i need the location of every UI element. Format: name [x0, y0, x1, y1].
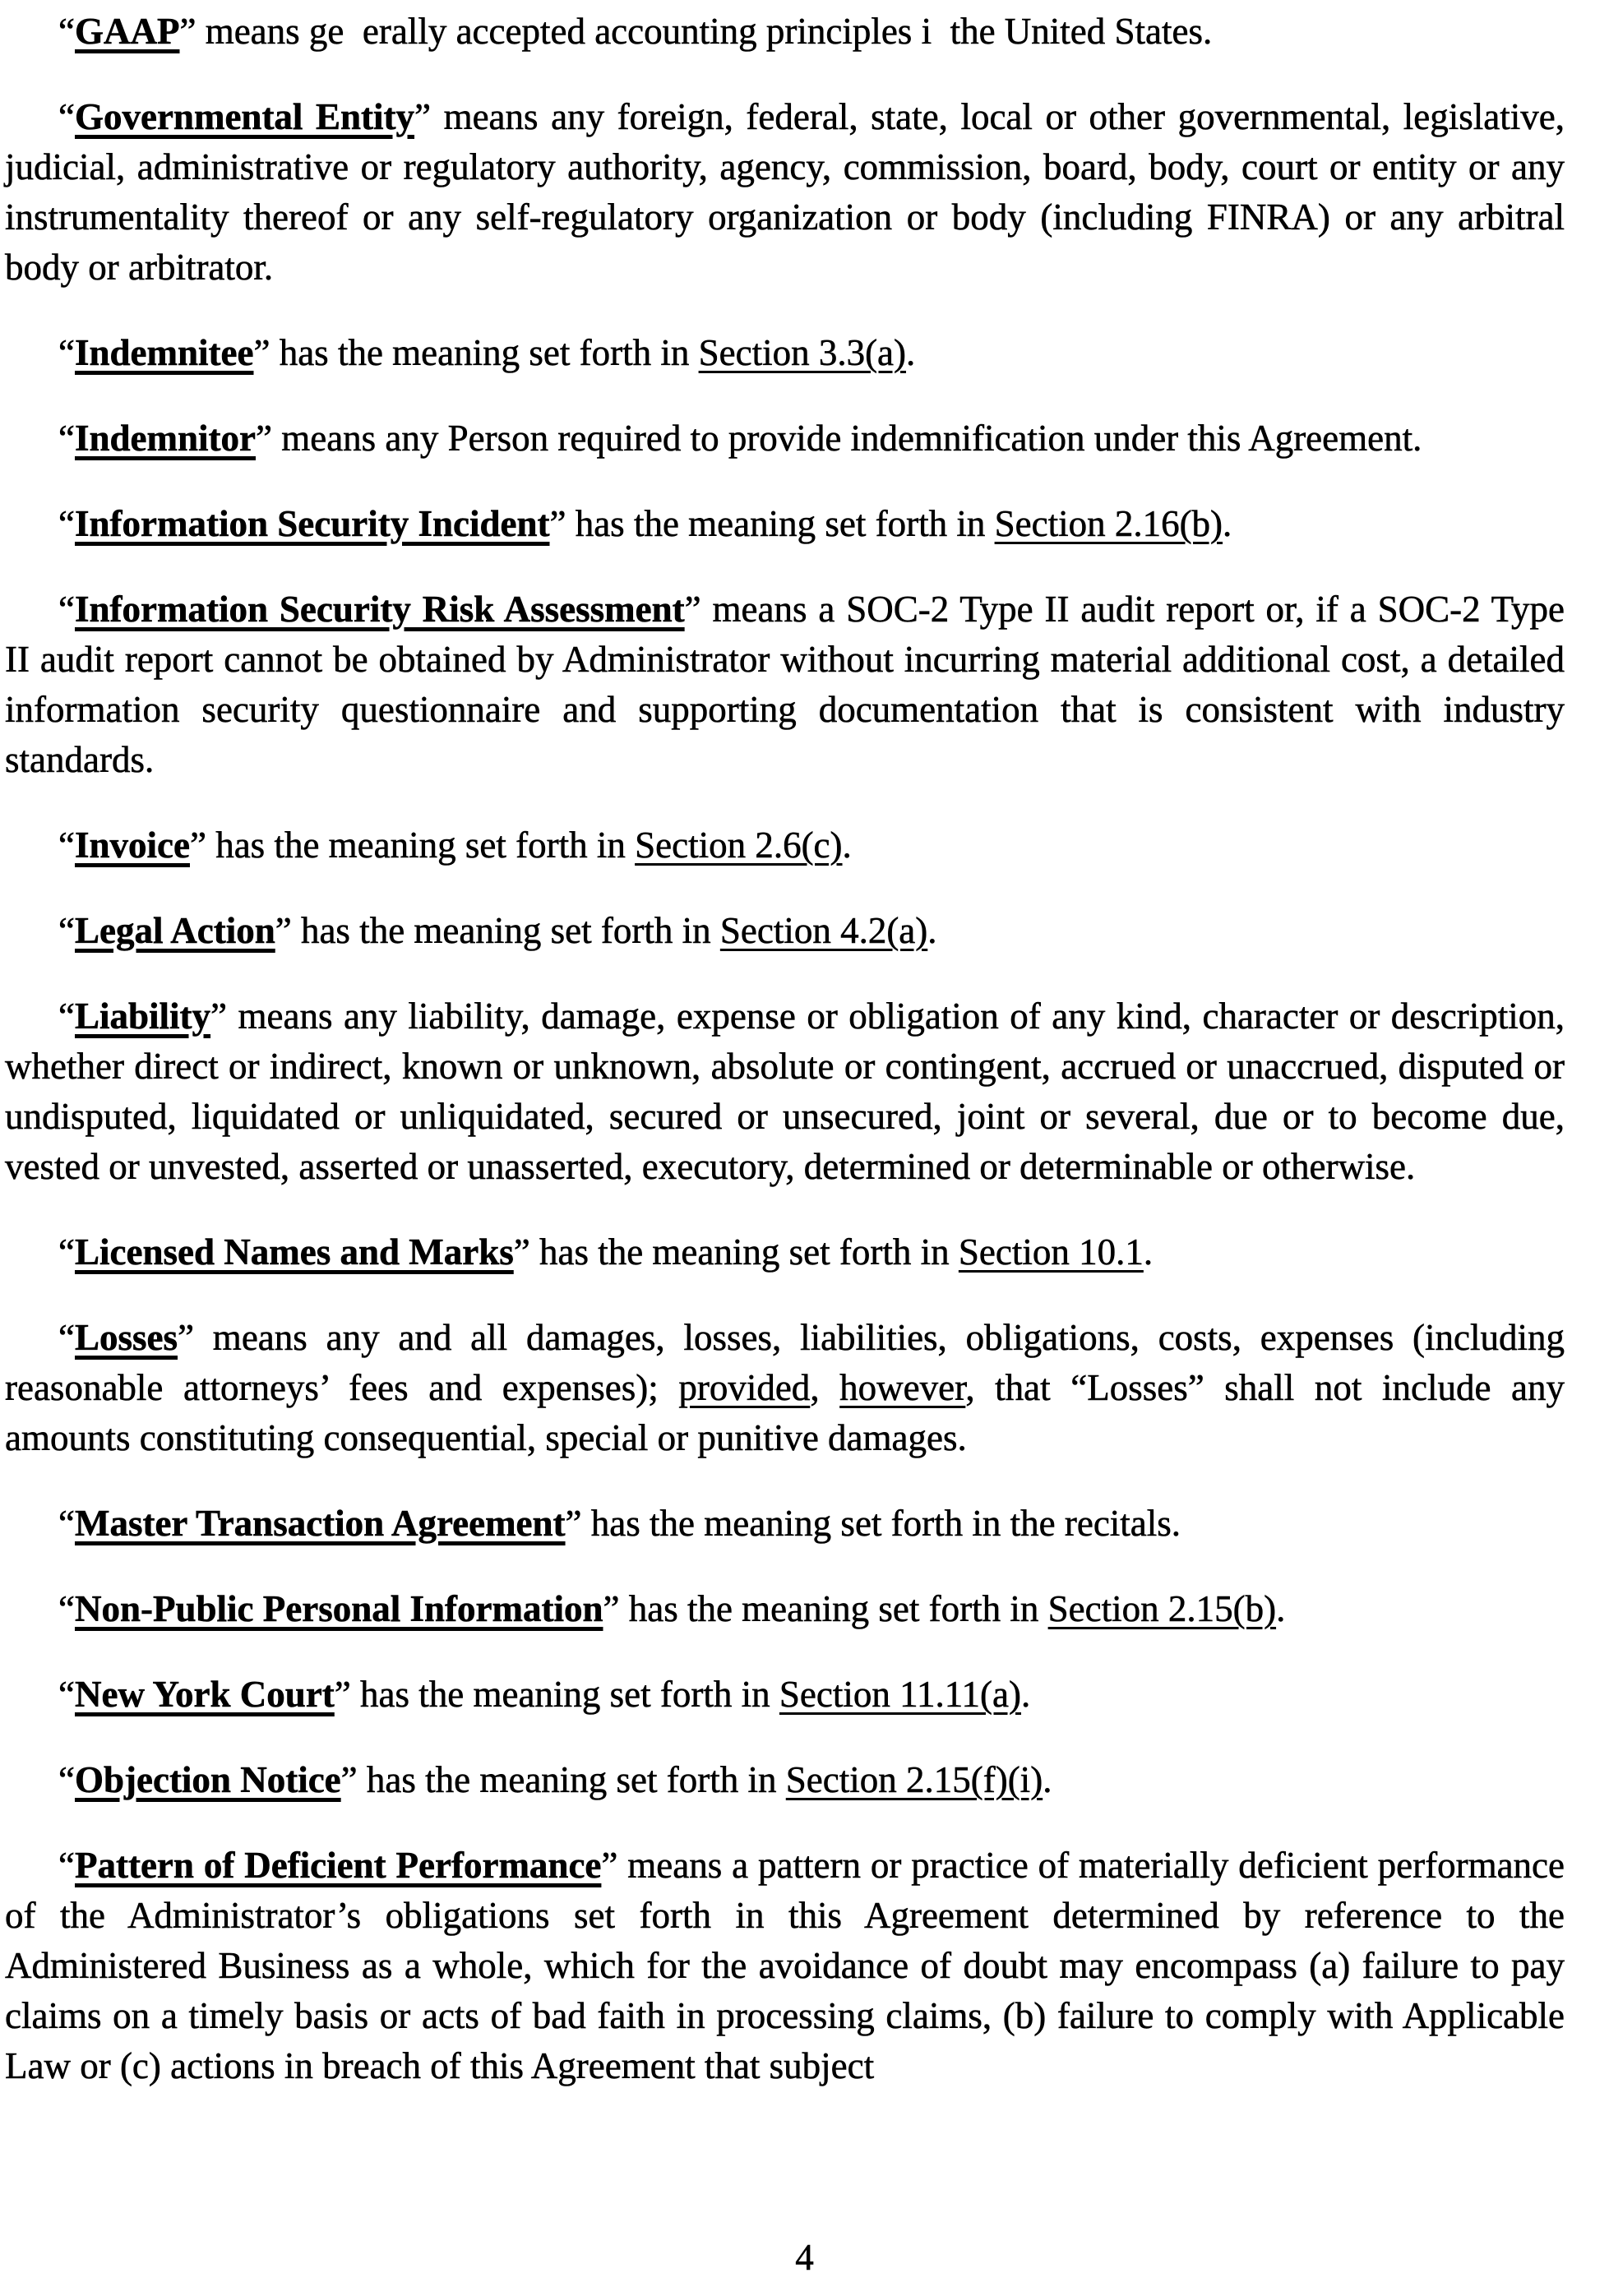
- paragraph-text: “: [58, 1588, 75, 1629]
- section-reference: Section 2.16(b): [994, 503, 1223, 544]
- paragraph-text: “: [58, 1759, 75, 1800]
- paragraph-text: ” has the meaning set forth in: [189, 825, 636, 866]
- paragraph-text: ” means any Person required to provide indemnification under this Agreement.: [256, 418, 1422, 459]
- paragraph-text: ” has the meaning set forth in: [340, 1759, 786, 1800]
- paragraph-text: “: [58, 1317, 75, 1358]
- definition-paragraph: [5, 991, 1565, 1192]
- defined-term: Master Transaction Agreement: [74, 1503, 566, 1544]
- defined-term: Pattern of Deficient Performance: [74, 1845, 602, 1886]
- paragraph-text: ” has the meaning set forth in: [334, 1674, 779, 1715]
- paragraph-text: ” means a SOC-2 Type II audit report or, if a SOC-2 Type II audit report cannot be obtained by Administrator without incurring material additional cost, a detailed information security questionnaire and supporting documentation that is consistent with industry standards.: [5, 589, 1565, 780]
- paragraph-text: ” means any liability, damage, expense or obligation of any kind, character or description, whether direct or indirect, known or unknown, absolute or contingent, accrued or unaccrued, disputed or undisputed, liquidated or unliquidated, secured or unsecured, joint or several, due or to become due, vested or unvested, asserted or unasserted, executory, determined or determinable or otherwise.: [5, 996, 1565, 1187]
- definition-paragraph: [5, 820, 1565, 871]
- paragraph-text: “: [58, 996, 75, 1037]
- section-reference: Section 2.15(b): [1047, 1588, 1277, 1629]
- definition-paragraph: [5, 1227, 1565, 1277]
- paragraph-text: ” has the meaning set forth in: [549, 503, 995, 544]
- definition-paragraph: [5, 1755, 1565, 1805]
- paragraph-text: .: [1143, 1231, 1154, 1273]
- paragraph-text: “: [58, 1503, 75, 1544]
- definition-paragraph: [5, 1670, 1565, 1720]
- paragraph-text: ” means any foreign, federal, state, local or other governmental, legislative, judicial, administrative or regulatory authority, agency, commission, board, body, court or entity or any instrumentality thereof or any self-regulatory organization or body (including FINRA) or any arbitral body or arbitrator.: [5, 96, 1565, 288]
- definition-paragraph: [5, 413, 1565, 464]
- definition-paragraph: [5, 1499, 1565, 1549]
- paragraph-text: “: [58, 1674, 75, 1715]
- definition-paragraph: [5, 1313, 1565, 1463]
- paragraph-text: ,: [810, 1367, 840, 1408]
- paragraph-text: ” has the meaning set forth in: [513, 1231, 959, 1273]
- definition-paragraph: [5, 1841, 1565, 2091]
- section-reference: Section 2.15(f)(i): [785, 1759, 1043, 1800]
- paragraph-text: “: [58, 332, 75, 373]
- defined-term: Losses: [74, 1317, 178, 1358]
- definition-paragraph: [5, 906, 1565, 956]
- defined-term: Objection Notice: [74, 1759, 341, 1800]
- paragraph-text: ” has the meaning set forth in: [603, 1588, 1048, 1629]
- paragraph-text: .: [927, 910, 937, 951]
- paragraph-text: .: [1276, 1588, 1286, 1629]
- defined-term: Indemnitee: [74, 332, 254, 373]
- paragraph-text: ” means any and all damages, losses, liabilities, obligations, costs, expenses (including reasonable attorneys’ fees and expenses);: [5, 1317, 1565, 1408]
- defined-term: Information Security Incident: [74, 503, 550, 544]
- defined-term: Indemnitor: [74, 418, 256, 459]
- defined-term: Non-Public Personal Information: [74, 1588, 603, 1629]
- definition-paragraph: [5, 499, 1565, 549]
- paragraph-text: “: [58, 11, 75, 52]
- defined-term: Invoice: [74, 825, 190, 866]
- paragraph-text: “: [58, 503, 75, 544]
- paragraph-text: .: [906, 332, 916, 373]
- definition-paragraph: [5, 1584, 1565, 1634]
- paragraph-text: ” means ge erally accepted accounting principles i the United States.: [179, 11, 1213, 52]
- paragraph-text: “: [58, 910, 75, 951]
- section-reference: Section 3.3(a): [698, 332, 907, 373]
- paragraph-text: .: [1223, 503, 1232, 544]
- paragraph-text: ” has the meaning set forth in the recitals.: [565, 1503, 1181, 1544]
- definition-paragraph: [5, 584, 1565, 785]
- section-reference: Section 4.2(a): [719, 910, 928, 951]
- definition-paragraph: [5, 92, 1565, 293]
- paragraph-text: “: [58, 418, 75, 459]
- paragraph-text: “: [58, 1231, 75, 1273]
- paragraph-text: ” has the meaning set forth in: [253, 332, 699, 373]
- page-footer: [0, 2233, 1609, 2283]
- paragraph-text: “: [58, 825, 75, 866]
- paragraph-text: “: [58, 96, 75, 137]
- section-reference: however: [839, 1367, 966, 1408]
- paragraph-text: “: [58, 1845, 75, 1886]
- paragraph-text: ” means a pattern or practice of materially deficient performance of the Administrator’s obligations set forth in this Agreement determined by reference to the Administered Business as a whole, which for the avoidance of doubt may encompass (a) failure to pay claims on a timely basis or acts of bad faith in processing claims, (b) failure to comply with Applicable Law or (c) actions in breach of this Agreement that subject: [5, 1845, 1565, 2086]
- section-reference: Section 11.11(a): [779, 1674, 1021, 1715]
- section-reference: provided: [678, 1367, 811, 1408]
- section-reference: Section 10.1: [958, 1231, 1144, 1273]
- defined-term: Legal Action: [74, 910, 275, 951]
- paragraph-text: .: [1020, 1674, 1031, 1715]
- paragraph-text: “: [58, 589, 75, 630]
- page-number: 4: [795, 2237, 814, 2278]
- paragraph-text: , that “Losses” shall not include any amounts constituting consequential, special or punitive damages.: [5, 1367, 1565, 1458]
- defined-term: New York Court: [74, 1674, 335, 1715]
- defined-term: Licensed Names and Marks: [74, 1231, 514, 1273]
- paragraph-text: .: [1043, 1759, 1052, 1800]
- defined-term: GAAP: [74, 11, 180, 52]
- section-reference: Section 2.6(c): [635, 825, 843, 866]
- defined-term: Liability: [74, 996, 211, 1037]
- paragraph-text: .: [842, 825, 852, 866]
- definition-paragraph: [5, 328, 1565, 378]
- defined-term: Information Security Risk Assessment: [74, 589, 685, 630]
- definition-paragraph: [5, 7, 1565, 57]
- defined-term: Governmental Entity: [74, 96, 415, 137]
- paragraph-text: ” has the meaning set forth in: [275, 910, 720, 951]
